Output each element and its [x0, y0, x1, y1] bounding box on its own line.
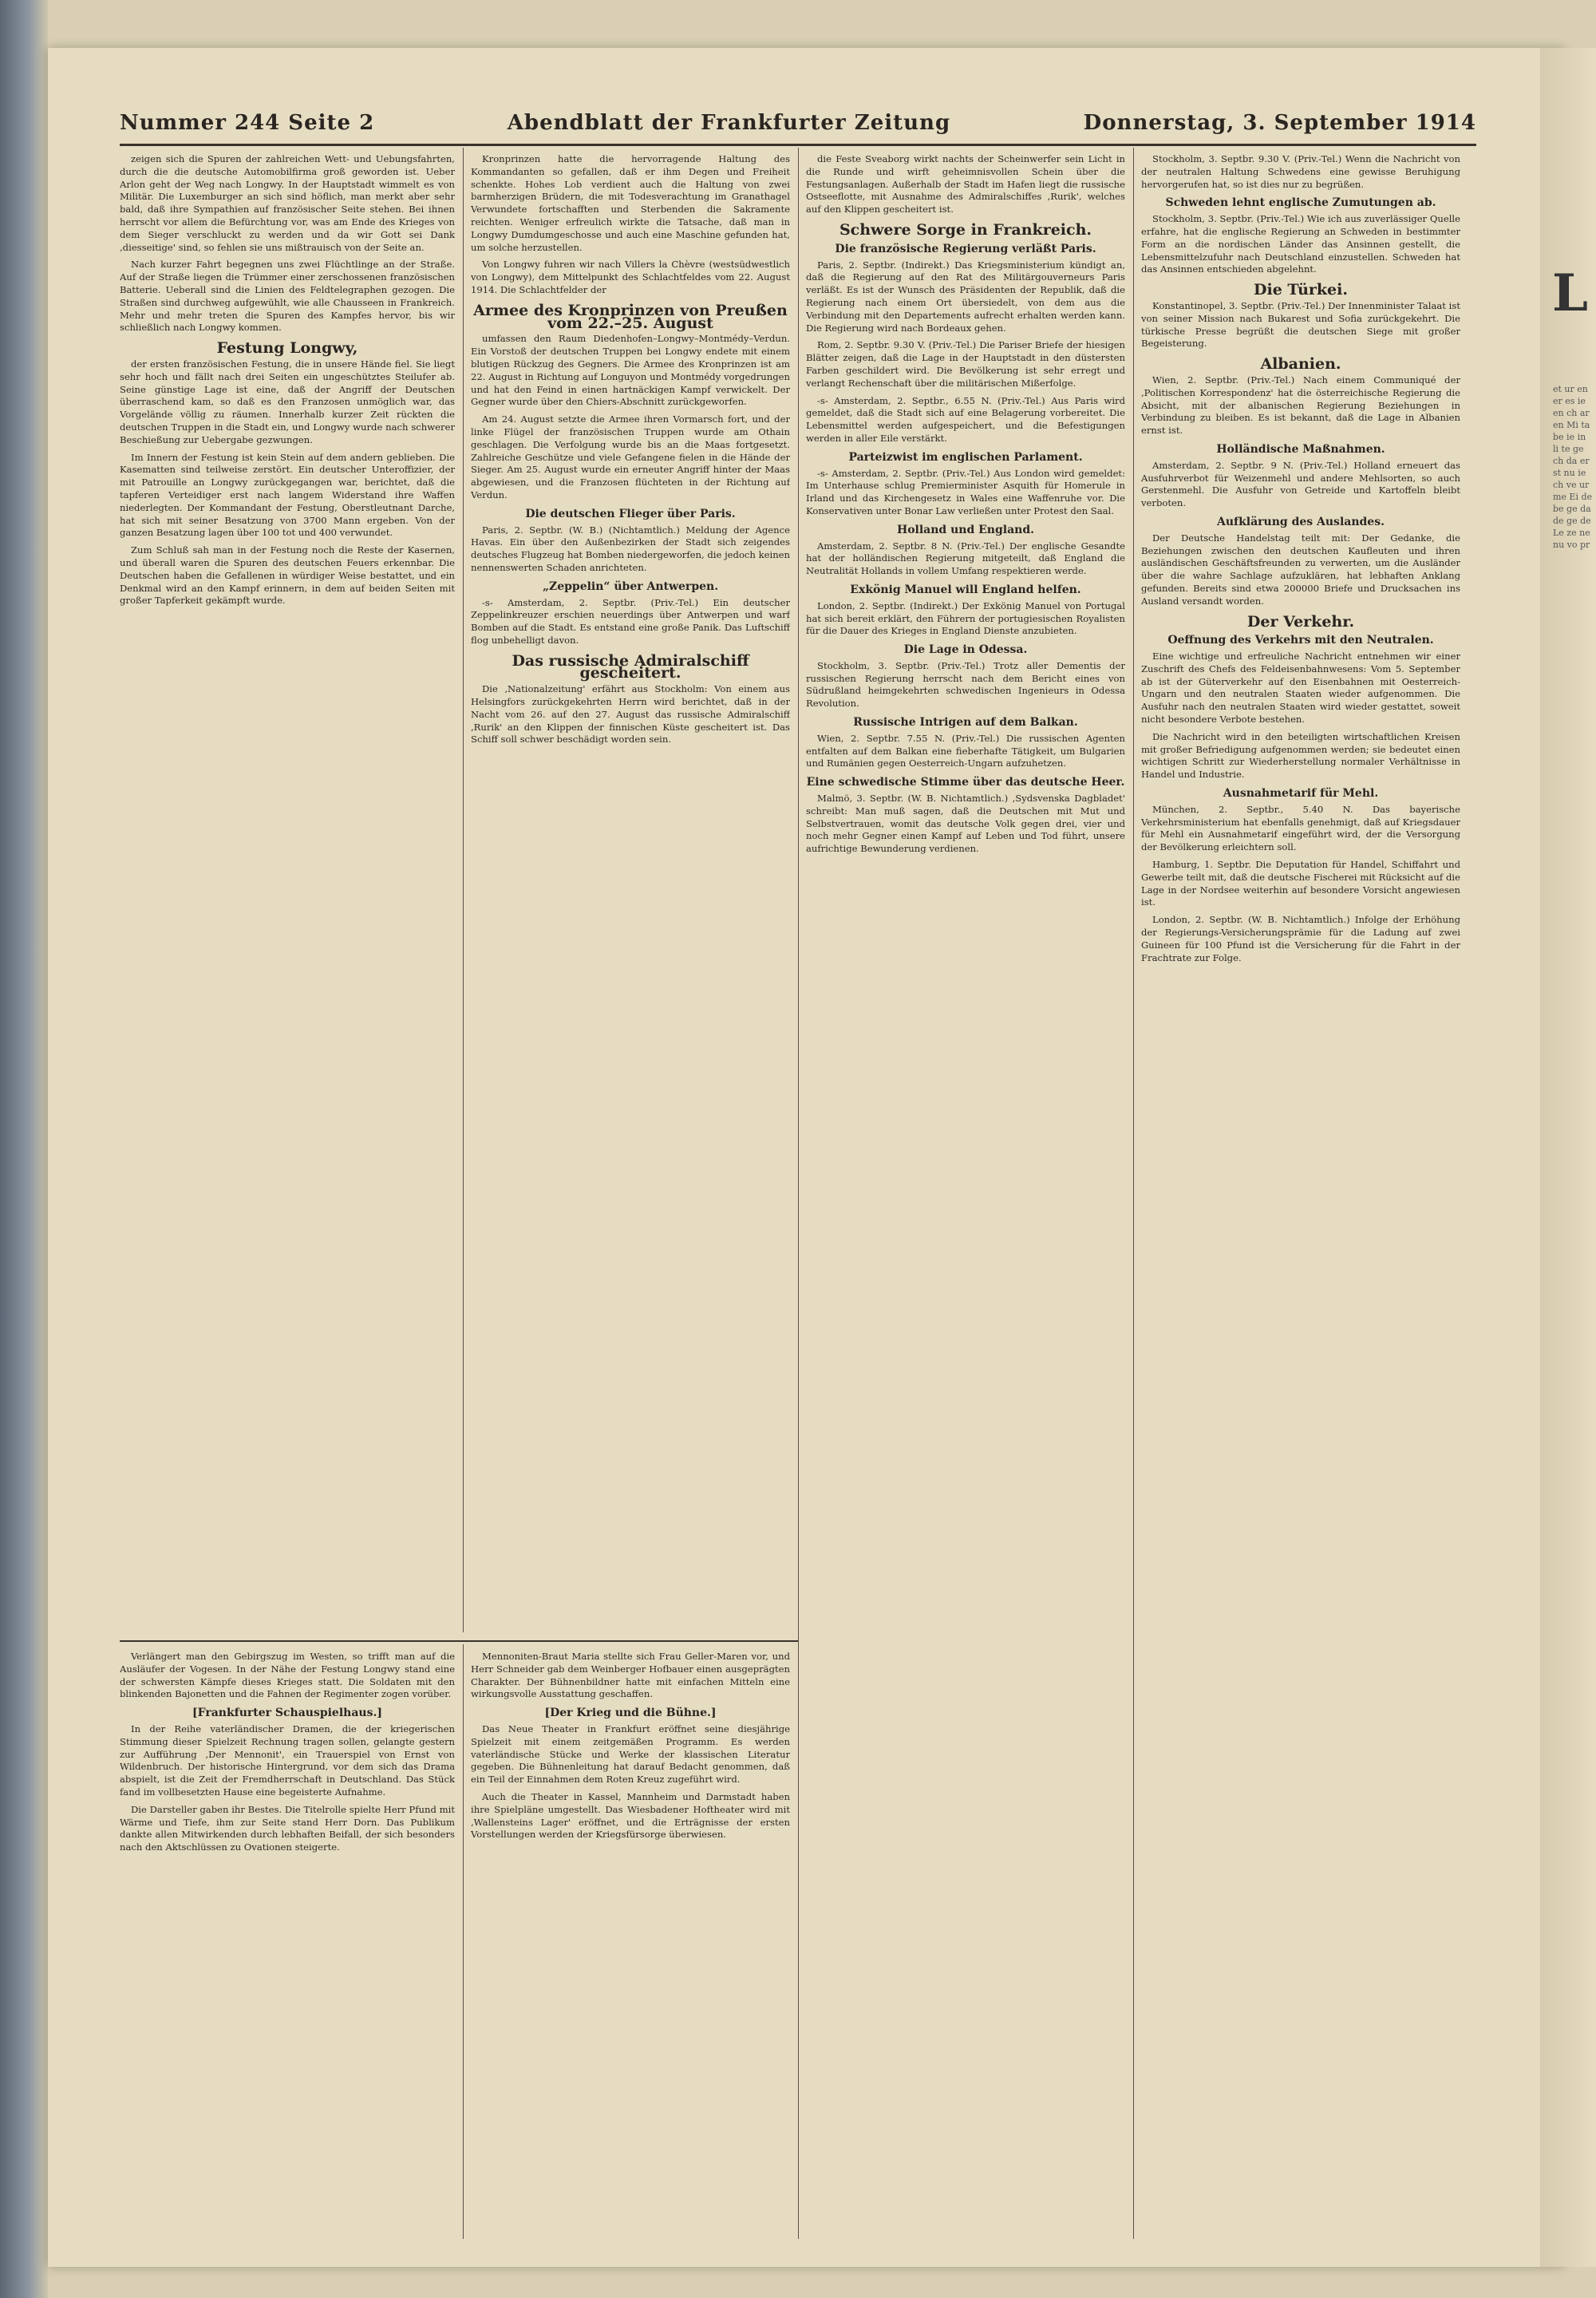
- article-text: Wien, 2. Septbr. (Priv.-Tel.) Nach einem Communiqué der ‚Politischen Korrespondenz' hat die österreichische Regierung die Absicht, mit der albanischen Regierung Beziehungen in Verbindung zu bleiben. Es ist bekannt, daß die Lage in Albanien ernst ist.: [1141, 374, 1460, 437]
- article-subheading: Exkönig Manuel will England helfen.: [850, 583, 1081, 596]
- article-text: -s- Amsterdam, 2. Septbr., 6.55 N. (Priv.-Tel.) Aus Paris wird gemeldet, daß die Stadt sich auf eine Belagerung vorbereitet. Die Lebensmittel werden aufgespeichert, und die Befestigungen werden in aller Eile verstärkt.: [806, 394, 1125, 444]
- article-text: Stockholm, 3. Septbr. 9.30 V. (Priv.-Tel.) Wenn die Nachricht von der neutralen Haltung Schwedens eine gewisse Beruhigung hervorgerufen hat, so ist dies nur zu begrüßen.: [1141, 153, 1460, 190]
- article-heading: Albanien.: [1260, 355, 1341, 374]
- article-heading: Armee des Kronprinzen von Preußen vom 22.–25. August: [473, 301, 788, 332]
- next-page-text: et ur en er es ie en ch ar en Mi ta be ie in li te ge ch da er st nu ie ch ve ur me Ei de be ge da de ge de Le ze ne nu vo pr: [1553, 384, 1593, 550]
- article-subheading: Ausnahmetarif für Mehl.: [1223, 787, 1379, 801]
- feuilleton-text: Auch die Theater in Kassel, Mannheim und Darmstadt haben ihre Spielpläne umgestellt. Das Wiesbadener Hoftheater wird mit ‚Wallensteins Lager' eröffnet, und die Erträgnisse der ersten Vorstellungen werden der Kriegsfürsorge überwiesen.: [471, 1790, 790, 1841]
- article-text: Der Deutsche Handelstag teilt mit: Der Gedanke, die Beziehungen zwischen den deutschen Kaufleuten und ihren ausländischen Geschäftsfreunden zu verwerten, um die Ausländer über die wahre Sachlage aufzuklären, hat lebhaften Anklang gefunden. Bereits sind etwa 200000 Briefe und Drucksachen ins Ausland versandt worden.: [1141, 532, 1460, 607]
- feuilleton-text: In der Reihe vaterländischer Dramen, die der kriegerischen Stimmung dieser Spielzeit Rechnung tragen sollen, gelangte gestern zur Aufführung ‚Der Mennonit', ein Trauerspiel von Ernst von Wildenbruch. Der historische Hintergrund, vor dem sich das Drama abspielt, ist die Zeit der Fremdherrschaft in Deutschland. Das Stück fand im vollbesetzten Hause eine begeisterte Aufnahme.: [120, 1723, 455, 1798]
- article-text: Stockholm, 3. Septbr. (Priv.-Tel.) Trotz aller Dementis der russischen Regierung herrscht nach dem Bericht eines von Südrußland heimgekehrten schwedischen Ingenieurs in Odessa Revolution.: [806, 659, 1125, 710]
- column-2: [471, 153, 790, 1630]
- article-subheading: Aufklärung des Auslandes.: [1217, 515, 1385, 528]
- header-rule: [120, 144, 1476, 146]
- article-subheading: Holländische Maßnahmen.: [1216, 442, 1385, 456]
- article-text: Zum Schluß sah man in der Festung noch die Reste der Kasernen, und überall waren die Spuren des deutschen Feuers erkennbar. Die Deutschen haben die Gefallenen in würdiger Weise bestattet, und ein Denkmal wird an den Kampf erinnern, in dem auf beiden Seiten mit großer Tapferkeit gekämpft wurde.: [120, 544, 455, 607]
- newspaper-title: Abendblatt der Frankfurter Zeitung: [507, 111, 951, 135]
- article-text: München, 2. Septbr., 5.40 N. Das bayerische Verkehrsministerium hat ebenfalls genehmigt, daß auf Kriegsdauer für Mehl ein Ausnahmetarif eingeführt wird, der die Versorgung der Bevölkerung erleichtern soll.: [1141, 803, 1460, 853]
- article-text: zeigen sich die Spuren der zahlreichen Wett- und Uebungsfahrten, durch die die deutsche Automobilfirma groß geworden ist. Ueber Arlon geht der Weg nach Longwy. In der Hauptstadt wimmelt es von Militär. Die Luxemburger an sich sind höflich, man merkt aber sehr bald, daß ihre Sympathien auf französischer Seite stehen. Bei ihnen herrscht vor allem die Befürchtung vor, was am Ende des Krieges von dem Sieger verschluckt zu werden und da wir Gott sei Dank ‚diesseitige' sind, so fehlen sie uns mißtrauisch von der Seite an.: [120, 153, 455, 253]
- article-text: umfassen den Raum Diedenhofen–Longwy–Montmédy–Verdun. Ein Vorstoß der deutschen Truppen bei Longwy endete mit einem blutigen Rückzug des Gegners. Die Armee des Kronprinzen ist am 22. August in Richtung auf Longuyon und Montmédy vorgedrungen und hat den Feind in einen hartnäckigen Kampf verwickelt. Der Gegner wurde über den Chiers-Abschnitt zurückgeworfen.: [471, 333, 790, 408]
- article-subheading: Russische Intrigen auf dem Balkan.: [853, 716, 1078, 730]
- feuilleton-column-1: [120, 1651, 455, 2233]
- article-text: Am 24. August setzte die Armee ihren Vormarsch fort, und der linke Flügel der französischen Truppen wurde am Othain geschlagen. Die Verfolgung wurde bis an die Maas fortgesetzt. Zahlreiche Geschütze und viele Gefangene fielen in die Hände der Sieger. Am 25. August wurde ein erneuter Angriff hinter der Maas abgewiesen, und die Franzosen flüchteten in der Richtung auf Verdun.: [471, 413, 790, 500]
- issue-number: Nummer 244 Seite 2: [120, 111, 375, 135]
- issue-date: Donnerstag, 3. September 1914: [1083, 111, 1476, 135]
- article-text: Konstantinopel, 3. Septbr. (Priv.-Tel.) Der Innenminister Talaat ist von seiner Mission nach Bukarest und Sofia zurückgekehrt. Die türkische Presse begrüßt die deutschen Siege mit großer Begeisterung.: [1141, 299, 1460, 350]
- column-divider: [1133, 148, 1134, 2239]
- article-text: -s- Amsterdam, 2. Septbr. (Priv.-Tel.) Ein deutscher Zeppelinkreuzer erschien neuerdings über Antwerpen und warf Bomben auf die Stadt. Es entstand eine große Panik. Das Luftschiff flog unbehelligt davon.: [471, 596, 790, 646]
- article-text: Die ‚Nationalzeitung' erfährt aus Stockholm: Von einem aus Helsingfors zurückgekehrten Herrn wird berichtet, daß in der Nacht vom 26. auf den 27. August das russische Admiralschiff ‚Rurik' an den Klippen der finnischen Küste gescheitert ist. Das Schiff soll schwer beschädigt worden sein.: [471, 683, 790, 746]
- article-text: Die Nachricht wird in den beteiligten wirtschaftlichen Kreisen mit großer Befriedigung aufgenommen werden; sie bedeutet einen wichtigen Schritt zur Wiederherstellung normaler Verhältnisse in Handel und Industrie.: [1141, 730, 1460, 781]
- article-text: Nach kurzer Fahrt begegnen uns zwei Flüchtlinge an der Straße. Auf der Straße liegen die Trümmer einer zerschossenen französischen Batterie. Ueberall sind die Linien des Feldtelegraphen gezogen. Die Straßen sind durchweg aufgewühlt, wie alle Chausseen in Frankreich. Mehr und mehr treten die Spuren des Kampfes hervor, bis wir schließlich nach Longwy kommen.: [120, 259, 455, 334]
- column-divider: [463, 148, 464, 1632]
- column-3: [806, 153, 1125, 2237]
- article-subheading: Oeffnung des Verkehrs mit den Neutralen.: [1167, 634, 1434, 647]
- article-heading: Schwere Sorge in Frankreich.: [839, 220, 1092, 239]
- binding-edge: [0, 0, 48, 2298]
- article-text: Von Longwy fuhren wir nach Villers la Chèvre (westsüdwestlich von Longwy), dem Mittelpunkt des Schlachtfeldes vom 22. August 1914. Die Schlachtfelder der: [471, 259, 790, 295]
- article-text: London, 2. Septbr. (Indirekt.) Der Exkönig Manuel von Portugal hat sich bereit erklärt, den Führern der portugiesischen Royalisten für die Dauer des Krieges in England Dienste anzubieten.: [806, 599, 1125, 637]
- article-text: die Feste Sveaborg wirkt nachts der Scheinwerfer sein Licht in die Runde und wirft geheimnisvollen Schein über die Festungsanlagen. Außerhalb der Stadt im Hafen liegt die russische Ostseeflotte, mit Ausnahme des Admiralschiffes ‚Rurik', welches auf den Klippen gescheitert ist.: [806, 153, 1125, 216]
- article-subheading: Die deutschen Flieger über Paris.: [525, 507, 736, 520]
- next-page-edge: [1540, 48, 1596, 2267]
- feuilleton-heading: [Der Krieg und die Bühne.]: [544, 1707, 717, 1720]
- feuilleton-text: Mennoniten-Braut Maria stellte sich Frau Geller-Maren vor, und Herr Schneider gab dem Weinberger Hofbauer einen ausgeprägten Charakter. Der Bühnenbildner hatte mit einfachen Mitteln eine wirkungsvolle Ausstattung geschaffen.: [471, 1651, 790, 1700]
- article-text: Stockholm, 3. Septbr. (Priv.-Tel.) Wie ich aus zuverlässiger Quelle erfahre, hat die englische Regierung an Schweden in bestimmter Form an die nordischen Länder das Ansinnen gestellt, die Lebensmittelzufuhr nach Deutschland einzustellen. Schweden hat das Ansinnen entschieden abgelehnt.: [1141, 213, 1460, 275]
- article-text: Amsterdam, 2. Septbr. 8 N. (Priv.-Tel.) Der englische Gesandte hat der holländischen Regierung mitgeteilt, daß England die Neutralität Hollands in vollem Umfang respektieren werde.: [806, 540, 1125, 577]
- article-subheading: Parteizwist im englischen Parlament.: [848, 450, 1083, 464]
- column-1: [120, 153, 455, 1630]
- masthead: [120, 102, 1476, 144]
- article-subheading: Schweden lehnt englische Zumutungen ab.: [1165, 196, 1436, 210]
- article-text: Rom, 2. Septbr. 9.30 V. (Priv.-Tel.) Die Pariser Briefe der hiesigen Blätter zeigen, daß die Lage in der Hauptstadt in den düstersten Farben geschildert wird. Die Bevölkerung ist sehr erregt und verlangt Rechenschaft über die militärischen Mißerfolge.: [806, 339, 1125, 389]
- article-text: London, 2. Septbr. (W. B. Nichtamtlich.) Infolge der Erhöhung der Regierungs-Versicherungsprämie für die Ladung auf zwei Guineen für 100 Pfund ist die Versicherung für die Fahrt in der Frachtrate zur Folge.: [1141, 914, 1460, 963]
- column-divider: [463, 1644, 464, 2239]
- article-text: Hamburg, 1. Septbr. Die Deputation für Handel, Schiffahrt und Gewerbe teilt mit, daß die deutsche Fischerei mit Rücksicht auf die Lage in der Nordsee weiterhin auf besondere Vorsicht angewiesen ist.: [1141, 859, 1460, 908]
- article-subheading: Die Lage in Odessa.: [903, 643, 1028, 657]
- article-heading: Das russische Admiralschiff gescheitert.: [512, 651, 749, 682]
- article-heading: Festung Longwy,: [216, 339, 358, 358]
- feuilleton-text: Verlängert man den Gebirgszug im Westen, so trifft man auf die Ausläufer der Vogesen. In der Nähe der Festung Longwy stand eine der schwersten Kämpfe dieses Krieges statt. Die Soldaten mit den blinkenden Bajonetten und die Fahnen der Regimenter zogen vorüber.: [120, 1651, 455, 1700]
- column-divider: [798, 148, 799, 2239]
- article-text: Im Innern der Festung ist kein Stein auf dem andern geblieben. Die Kasematten sind teilweise zerstört. Ein deutscher Unteroffizier, der mit Patrouille an Longwy zurückgegangen war, berichtet, daß die tapferen Verteidiger erst nach langem Widerstand ihre Waffen niederlegten. Der Kommandant der Festung, Oberstleutnant Darche, hat sich mit seiner Besatzung von 3700 Mann ergeben. Von der ganzen Besatzung lagen über 100 tot und 400 verwundet.: [120, 451, 455, 539]
- next-page-initial: L: [1552, 263, 1588, 323]
- article-subheading: „Zeppelin“ über Antwerpen.: [542, 579, 719, 593]
- article-heading: Die Türkei.: [1254, 281, 1348, 299]
- feuilleton-text: Das Neue Theater in Frankfurt eröffnet seine diesjährige Spielzeit mit einem zeitgemäßen Programm. Es werden vaterländische Stücke und Werke der klassischen Literatur gegeben. Die Bühnenleitung hat darauf Bedacht genommen, daß ein Teil der Einnahmen dem Roten Kreuz zugeführt wird.: [471, 1723, 790, 1786]
- article-text: Paris, 2. Septbr. (W. B.) (Nichtamtlich.) Meldung der Agence Havas. Ein über den Außenbezirken der Stadt sich zeigendes deutsches Flugzeug hat Bomben niedergeworfen, die jedoch keinen nennenswerten Schaden anrichteten.: [471, 524, 790, 573]
- feuilleton-text: Die Darsteller gaben ihr Bestes. Die Titelrolle spielte Herr Pfund mit Wärme und Tiefe, ihm zur Seite stand Herr Dorn. Das Publikum dankte allen Mitwirkenden durch lebhaften Beifall, der sich besonders nach den Aktschlüssen zu Ovationen steigerte.: [120, 1803, 455, 1853]
- article-text: Paris, 2. Septbr. (Indirekt.) Das Kriegsministerium kündigt an, daß die Regierung auf den Rat des Militärgouverneurs Paris verläßt. Es ist der Wunsch des Präsidenten der Republik, daß die Regierung nach einem Ort übersiedelt, von dem aus die Verbindung mit den Departements aufrecht erhalten werden kann. Die Regierung wird nach Bordeaux gehen.: [806, 259, 1125, 334]
- article-subheading: Eine schwedische Stimme über das deutsche Heer.: [806, 776, 1125, 789]
- article-text: Wien, 2. Septbr. 7.55 N. (Priv.-Tel.) Die russischen Agenten entfalten auf dem Balkan eine fieberhafte Tätigkeit, um Bulgarien und Rumänien gegen Oesterreich-Ungarn aufzuhetzen.: [806, 732, 1125, 769]
- column-4: [1141, 153, 1460, 2237]
- article-subheading: Die französische Regierung verläßt Paris.: [835, 242, 1096, 255]
- feuilleton-heading: [Frankfurter Schauspielhaus.]: [192, 1707, 382, 1720]
- article-text: Eine wichtige und erfreuliche Nachricht entnehmen wir einer Zuschrift des Chefs des Feldeisenbahnwesens: Vom 5. September ab ist der Güterverkehr auf den Eisenbahnen mit Oesterreich-Ungarn und den neutralen Staaten wieder aufgenommen. Die Ausfuhr nach den neutralen Staaten wird wieder gestattet, soweit nicht besondere Verbote bestehen.: [1141, 651, 1460, 726]
- article-subheading: Holland und England.: [896, 523, 1034, 536]
- article-text: der ersten französischen Festung, die in unsere Hände fiel. Sie liegt sehr hoch und fällt nach drei Seiten ein ungeschütztes Steilufer ab. Seine günstige Lage ist eine, daß der Angriff der Deutschen überraschend kam, so daß es den Franzosen unmöglich war, das Vorgelände völlig zu räumen. Innerhalb kurzer Zeit rückten die deutschen Truppen in die Stadt ein, und Longwy wurde nach schwerer Beschießung zur Uebergabe gezwungen.: [120, 358, 455, 445]
- article-text: Kronprinzen hatte die hervorragende Haltung des Kommandanten so gefallen, daß er ihm Degen und Freiheit schenkte. Hohes Lob verdient auch die Haltung von zwei barmherzigen Brüdern, die mit Todesverachtung im Granathagel Verwundete fortschafften und Sterbenden die Sakramente reichten. Weniger erfreulich wirkte die Tatsache, daß man in Longwy Dumdumgeschosse und auch eine Maschine gefunden hat, um solche herzustellen.: [471, 153, 790, 253]
- feuilleton-column-2: [471, 1651, 790, 2233]
- article-text: -s- Amsterdam, 2. Septbr. (Priv.-Tel.) Aus London wird gemeldet: Im Unterhause schlug Premierminister Asquith für Homerule in Irland und das Kirchengesetz in Wales eine Waffenruhe vor. Die Konservativen unter Bonar Law verließen unter Protest den Saal.: [806, 467, 1125, 516]
- article-text: Malmö, 3. Septbr. (W. B. Nichtamtlich.) ‚Sydsvenska Dagbladet' schreibt: Man muß sagen, daß die Deutschen mit Mut und Selbstvertrauen, womit das deutsche Volk gegen drei, vier und noch mehr Gegner einen Kampf auf Leben und Tod führt, unsere aufrichtige Bewunderung verdienen.: [806, 793, 1125, 855]
- article-text: Amsterdam, 2. Septbr. 9 N. (Priv.-Tel.) Holland erneuert das Ausfuhrverbot für Weizenmehl und andere Mehlsorten, so auch Gerstenmehl. Die Ausfuhr von Getreide und Kartoffeln bleibt verboten.: [1141, 459, 1460, 509]
- feuilleton-rule: [120, 1640, 798, 1642]
- article-heading: Der Verkehr.: [1246, 612, 1355, 631]
